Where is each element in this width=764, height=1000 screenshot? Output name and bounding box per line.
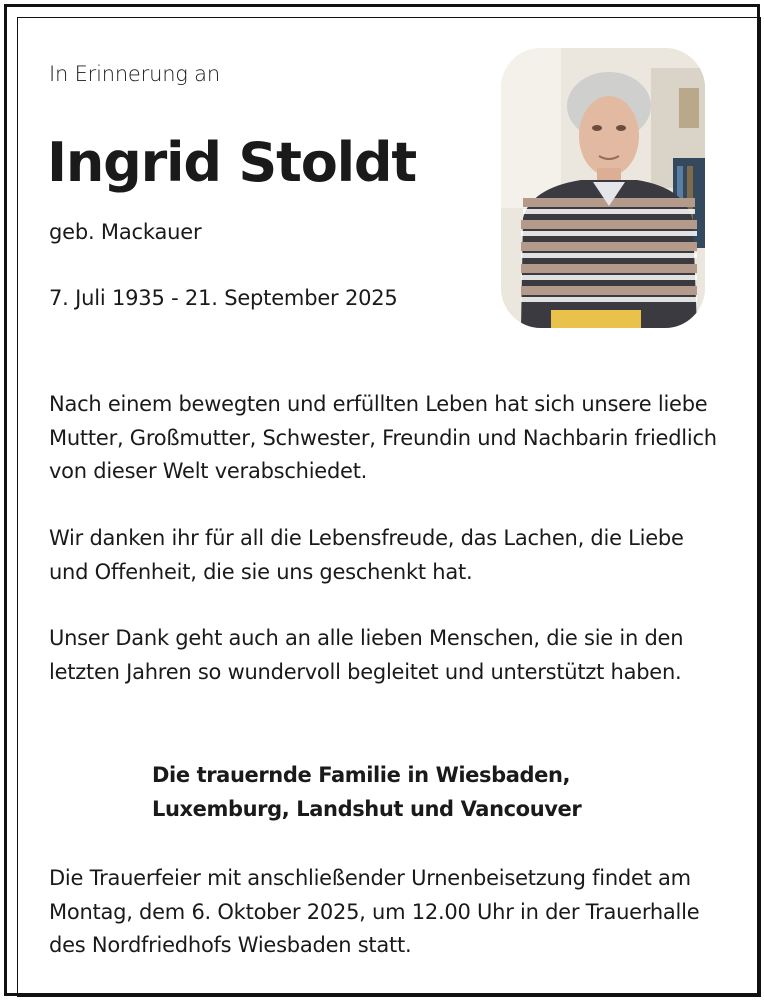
signature-line: Luxemburg, Landshut und Vancouver [152,797,582,821]
paragraph-thanks: Wir danken ihr für all die Lebensfreude, das Lachen, die Liebe und Offenheit, die sie uns geschenkt hat. [49,526,684,584]
signature-line: Die trauernde Familie in Wiesbaden, [152,763,571,787]
portrait-photo [501,48,705,328]
service-details: Die Trauerfeier mit anschließender Urnenbeisetzung findet am Montag, dem 6. Oktober 2025, um 12.00 Uhr in der Trauerhalle des Nordfriedhofs Wiesbaden statt. [49,866,700,957]
life-dates: 7. Juli 1935 - 21. September 2025 [49,286,398,310]
paragraph-farewell: Nach einem bewegten und erfüllten Leben hat sich unsere liebe Mutter, Großmutter, Schwester, Freundin und Nachbarin friedlich von dieser Welt verabschiedet. [49,392,717,483]
portrait-illustration [501,48,705,328]
paragraph-gratitude: Unser Dank geht auch an alle lieben Menschen, die sie in den letzten Jahren so wundervoll begleitet und unterstützt haben. [49,626,684,684]
family-signature [152,758,581,826]
intro-text: In Erinnerung an [49,62,220,86]
deceased-name: Ingrid Stoldt [47,131,416,194]
maiden-name: geb. Mackauer [49,220,202,244]
